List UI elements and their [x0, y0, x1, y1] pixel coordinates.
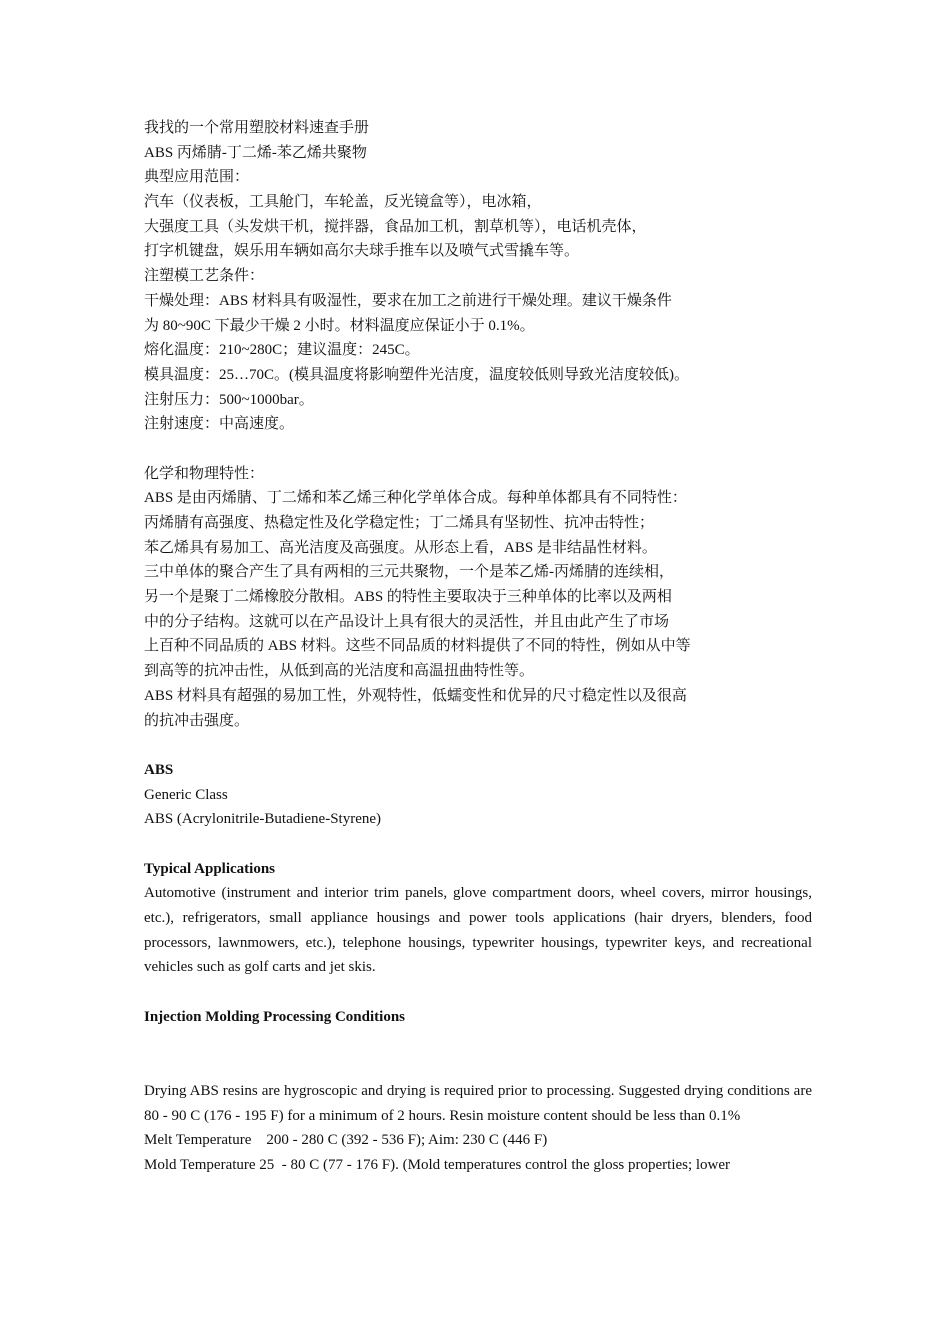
- applications-heading-cn: 典型应用范围：: [144, 169, 250, 186]
- applications-paragraph-en: Automotive (instrument and interior trim panels, glove compartment doors, wheel covers, mirror housings, etc.), refrigerators, small appliance housings and power tools applications (hair dryers, blenders, food processors, lawnmowers, etc.), telephone housings, typewriter housings, typewriter keys, and recreational vehicles such as golf carts and jet skis.: [144, 885, 812, 976]
- process-line: 干燥处理：ABS 材料具有吸湿性，要求在加工之前进行干燥处理。建议干燥条件: [144, 292, 672, 309]
- properties-line: 另一个是聚丁二烯橡胶分散相。ABS 的特性主要取决于三种单体的比率以及两相: [144, 589, 672, 606]
- properties-line: 苯乙烯具有易加工、高光洁度及高强度。从形态上看，ABS 是非结晶性材料。: [144, 539, 657, 556]
- generic-class-value: ABS (Acrylonitrile-Butadiene-Styrene): [144, 811, 382, 828]
- properties-heading-cn: 化学和物理特性：: [144, 465, 265, 482]
- process-line: 注射压力：500~1000bar。: [144, 391, 314, 408]
- properties-line: 的抗冲击强度。: [144, 712, 250, 729]
- melt-temperature-en: Melt Temperature 200 - 280 C (392 - 536 F); Aim: 230 C (446 F): [144, 1132, 548, 1149]
- spacer: [144, 437, 812, 462]
- applications-heading-en: Typical Applications: [144, 860, 276, 877]
- process-line: 注射速度：中高速度。: [144, 416, 295, 433]
- process-heading-cn: 注塑模工艺条件：: [144, 268, 265, 285]
- properties-line: ABS 是由丙烯腈、丁二烯和苯乙烯三种化学单体合成。每种单体都具有不同特性：: [144, 490, 687, 507]
- properties-line: ABS 材料具有超强的易加工性，外观特性，低蠕变性和优异的尺寸稳定性以及很高: [144, 687, 687, 704]
- mold-temperature-en: Mold Temperature 25 - 80 C (77 - 176 F). (Mold temperatures control the gloss properties; lower: [144, 1156, 731, 1173]
- drying-paragraph-en: Drying ABS resins are hygroscopic and drying is required prior to processing. Suggested drying conditions are 80 - 90 C (176 - 195 F) for a minimum of 2 hours. Resin moisture content should be less than 0.1%: [144, 1082, 812, 1124]
- spacer: [144, 980, 812, 1005]
- process-heading-en: Injection Molding Processing Conditions: [144, 1008, 405, 1025]
- properties-line: 到高等的抗冲击性，从低到高的光洁度和高温扭曲特性等。: [144, 663, 535, 680]
- doc-title: 我找的一个常用塑胶材料速查手册: [144, 120, 370, 136]
- process-line: 模具温度：25…70C。(模具温度将影响塑件光洁度，温度较低则导致光洁度较低)。: [144, 366, 689, 383]
- properties-line: 丙烯腈有高强度、热稳定性及化学稳定性；丁二烯具有坚韧性、抗冲击特性；: [144, 515, 655, 531]
- applications-line: 打字机键盘，娱乐用车辆如高尔夫球手推车以及喷气式雪撬车等。: [144, 243, 580, 260]
- properties-line: 中的分子结构。这就可以在产品设计上具有很大的灵活性，并且由此产生了市场: [144, 613, 670, 630]
- process-line: 熔化温度：210~280C；建议温度：245C。: [144, 342, 420, 359]
- process-line: 为 80~90C 下最少干燥 2 小时。材料温度应保证小于 0.1%。: [144, 317, 535, 334]
- properties-line: 上百种不同品质的 ABS 材料。这些不同品质的材料提供了不同的特性，例如从中等: [144, 638, 691, 655]
- generic-class-label: Generic Class: [144, 786, 228, 803]
- spacer: [144, 832, 812, 857]
- document-page: [144, 116, 812, 1178]
- applications-line: 大强度工具（头发烘干机，搅拌器，食品加工机，割草机等），电话机壳体，: [144, 218, 647, 235]
- applications-line: 汽车（仪表板，工具舱门，车轮盖，反光镜盒等），电冰箱，: [144, 194, 542, 211]
- material-name-cn: ABS 丙烯腈-丁二烯-苯乙烯共聚物: [144, 144, 367, 161]
- spacer: [144, 733, 812, 758]
- properties-line: 三中单体的聚合产生了具有两相的三元共聚物，一个是苯乙烯-丙烯腈的连续相，: [144, 564, 674, 581]
- material-heading-en: ABS: [144, 761, 174, 778]
- spacer: [144, 1030, 812, 1079]
